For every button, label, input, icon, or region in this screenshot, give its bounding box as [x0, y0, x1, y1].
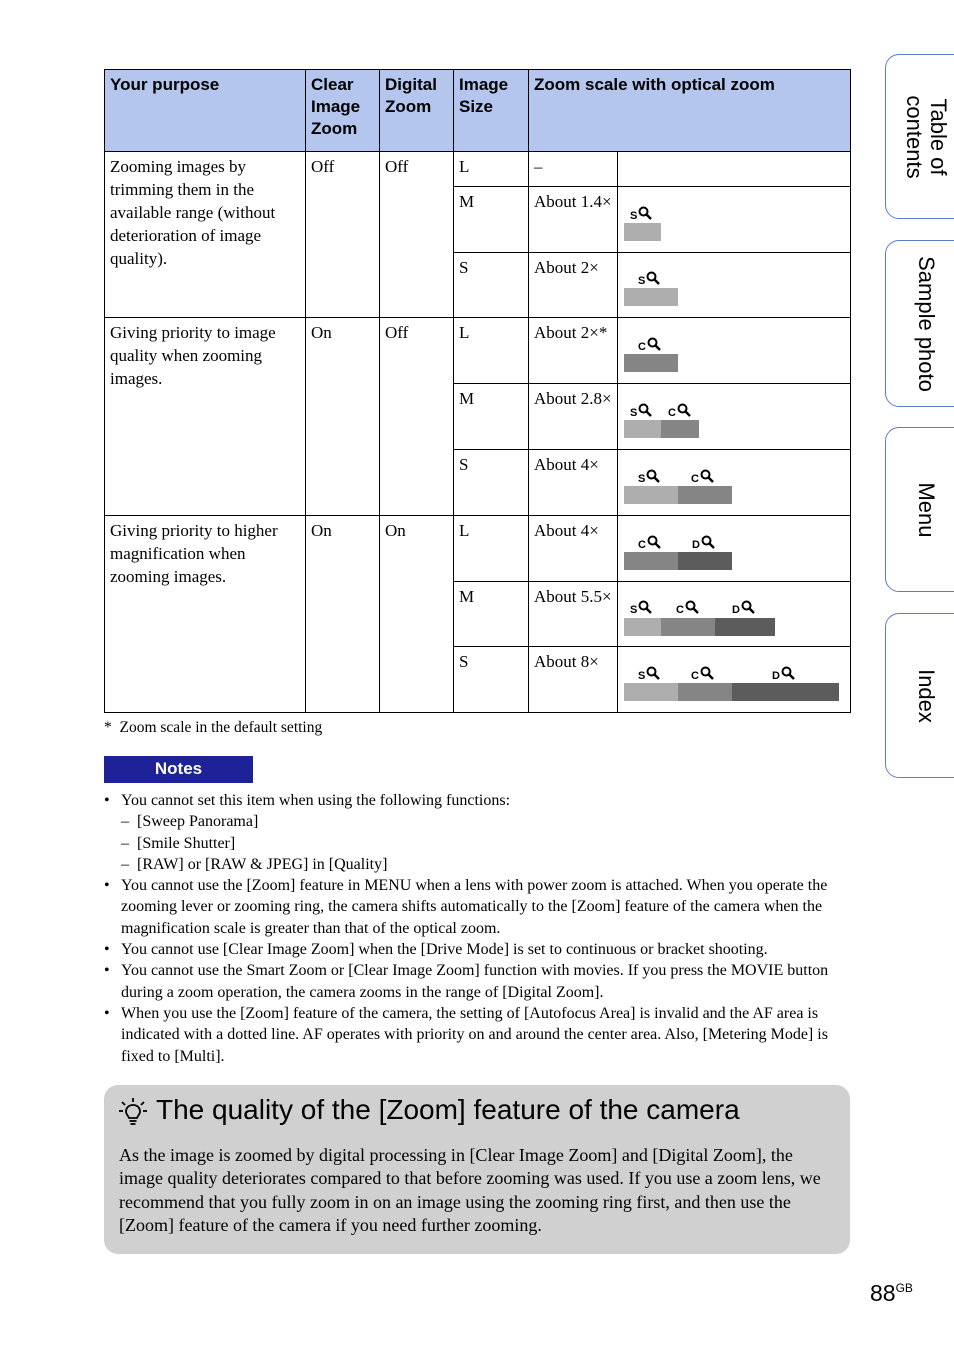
table-row — [105, 516, 851, 582]
purpose-cell: Giving priority to higher magnification when zooming images. — [105, 516, 306, 713]
footnote-mark: * — [104, 719, 112, 736]
smart-zoom-label: S — [638, 469, 660, 485]
scale-cell: About 4× — [529, 450, 618, 516]
size-cell: M — [454, 187, 529, 253]
zoom-bar-cell — [618, 253, 851, 318]
footnote-text: Zoom scale in the default setting — [119, 719, 323, 736]
clear-zoom-cell: On — [306, 318, 380, 516]
smart-zoom-label: S — [630, 403, 652, 419]
smart-zoom-bar — [624, 618, 661, 636]
tab-label: Menu — [914, 481, 939, 538]
size-cell: L — [454, 318, 529, 384]
notes-heading: Notes — [104, 756, 253, 783]
size-cell: S — [454, 450, 529, 516]
smart-zoom-label: S — [630, 600, 652, 616]
magnifier-icon — [700, 666, 714, 680]
header-digital-zoom: Digital Zoom — [380, 70, 454, 152]
smart-zoom-label: S — [630, 206, 652, 222]
zoom-bar-cell — [618, 152, 851, 187]
smart-zoom-bar — [624, 223, 661, 241]
scale-cell: About 2×* — [529, 318, 618, 384]
digital-zoom-label: D — [732, 600, 755, 616]
list-item: • You cannot use the Smart Zoom or [Clear Image Zoom] function with movies. If you press the MOVIE button during a zoom operation, the camera zooms in the range of [Digital Zoom]. — [104, 962, 829, 1001]
list-item: • You cannot use [Clear Image Zoom] when the [Drive Mode] is set to continuous or bracket shooting. — [104, 941, 768, 959]
scale-cell: About 4× — [529, 516, 618, 582]
clear-zoom-bar — [678, 683, 732, 701]
tab-sample-photo[interactable] — [885, 240, 954, 407]
zoom-bar-cell — [618, 582, 851, 647]
zoom-bar-cell — [618, 318, 851, 384]
clear-zoom-label: C — [691, 666, 714, 682]
tip-title: The quality of the [Zoom] feature of the camera — [156, 1094, 740, 1125]
smart-zoom-bar — [624, 486, 678, 504]
magnifier-icon — [646, 666, 660, 680]
clear-zoom-bar — [661, 618, 715, 636]
page-number: $88^{GB}$ — [870, 1280, 913, 1306]
digital-zoom-label: D — [692, 535, 715, 551]
tab-label: Sample photo — [914, 255, 939, 392]
zoom-table — [104, 69, 851, 713]
magnifier-icon — [781, 666, 795, 680]
tab-label: Table of contents — [902, 94, 951, 179]
list-item: • When you use the [Zoom] feature of the camera, the setting of [Autofocus Area] is invalid and the AF area is indicated with a dotted line. AF operates with priority on and around the center area. Also, [Metering Mode] is fixed to [Multi]. — [104, 1004, 828, 1065]
notes-list — [104, 790, 846, 1067]
scale-cell: About 5.5× — [529, 582, 618, 647]
footnote — [104, 719, 322, 737]
clear-zoom-label: C — [676, 600, 699, 616]
size-cell: L — [454, 152, 529, 187]
table-row — [105, 152, 851, 187]
zoom-bar-cell — [618, 450, 851, 516]
smart-zoom-label: S — [638, 271, 660, 287]
zoom-bar-cell — [618, 516, 851, 582]
table-header-row — [105, 70, 851, 152]
clear-zoom-label: C — [638, 535, 661, 551]
scale-cell: About 1.4× — [529, 187, 618, 253]
clear-zoom-cell: On — [306, 516, 380, 713]
clear-zoom-label: C — [638, 337, 661, 353]
magnifier-icon — [646, 271, 660, 285]
size-cell: M — [454, 582, 529, 647]
tab-table-of-contents[interactable] — [885, 54, 954, 219]
list-subitem: – [Smile Shutter] — [121, 834, 236, 852]
header-zoom-scale: Zoom scale with optical zoom — [529, 70, 851, 152]
tab-menu[interactable] — [885, 427, 954, 592]
clear-zoom-label: C — [668, 403, 691, 419]
tab-index[interactable] — [885, 613, 954, 778]
size-cell: S — [454, 253, 529, 318]
zoom-bar-cell — [618, 647, 851, 713]
header-purpose: Your purpose — [105, 70, 306, 152]
smart-zoom-label: S — [638, 666, 660, 682]
scale-cell: About 2× — [529, 253, 618, 318]
digital-zoom-cell: Off — [380, 318, 454, 516]
list-item: • You cannot set this item when using the following functions: — [104, 792, 511, 809]
digital-zoom-cell: Off — [380, 152, 454, 318]
size-cell: L — [454, 516, 529, 582]
magnifier-icon — [701, 535, 715, 549]
magnifier-icon — [700, 469, 714, 483]
magnifier-icon — [646, 469, 660, 483]
magnifier-icon — [647, 337, 661, 351]
purpose-cell: Zooming images by trimming them in the available range (without deterioration of image quality). — [105, 152, 306, 318]
header-clear-image-zoom: Clear Image Zoom — [306, 70, 380, 152]
header-image-size: Image Size — [454, 70, 529, 152]
list-item: • You cannot use the [Zoom] feature in MENU when a lens with power zoom is attached. When you operate the zooming lever or zooming ring, the camera shifts automatically to the [Zoom] feature of the camera when the magnification scale is greater than that of the optical zoom. — [104, 877, 828, 937]
smart-zoom-bar — [624, 683, 678, 701]
digital-zoom-bar — [732, 683, 839, 701]
magnifier-icon — [638, 403, 652, 417]
tip-box — [104, 1085, 850, 1254]
scale-cell: About 8× — [529, 647, 618, 713]
clear-zoom-bar — [624, 552, 678, 570]
smart-zoom-bar — [624, 288, 678, 306]
clear-zoom-cell: Off — [306, 152, 380, 318]
digital-zoom-bar — [678, 552, 732, 570]
list-subitem: – [Sweep Panorama] — [121, 813, 259, 831]
magnifier-icon — [638, 206, 652, 220]
zoom-bar-cell — [618, 384, 851, 450]
magnifier-icon — [638, 600, 652, 614]
clear-zoom-bar — [678, 486, 732, 504]
digital-zoom-bar — [715, 618, 775, 636]
clear-zoom-bar — [661, 420, 699, 438]
digital-zoom-label: D — [772, 666, 795, 682]
scale-cell: – — [529, 152, 618, 187]
list-subitem: – [RAW] or [RAW & JPEG] in [Quality] — [121, 855, 388, 873]
magnifier-icon — [677, 403, 691, 417]
magnifier-icon — [685, 600, 699, 614]
lightbulb-icon — [118, 1097, 148, 1127]
digital-zoom-cell: On — [380, 516, 454, 713]
size-cell: M — [454, 384, 529, 450]
magnifier-icon — [647, 535, 661, 549]
tab-label: Index — [914, 668, 939, 723]
size-cell: S — [454, 647, 529, 713]
purpose-cell: Giving priority to image quality when zooming images. — [105, 318, 306, 516]
tip-body: As the image is zoomed by digital processing in [Clear Image Zoom] and [Digital Zoom], the image quality deteriorates compared to that before zooming was used. If you use a zoom lens, we recommend that you fully zoom in on an image using the zooming ring first, and then use the [Zoom] feature of the camera if you need further zooming. — [119, 1145, 821, 1235]
scale-cell: About 2.8× — [529, 384, 618, 450]
clear-zoom-bar — [624, 354, 678, 372]
smart-zoom-bar — [624, 420, 661, 438]
table-row — [105, 318, 851, 384]
zoom-bar-cell — [618, 187, 851, 253]
clear-zoom-label: C — [691, 469, 714, 485]
magnifier-icon — [741, 600, 755, 614]
